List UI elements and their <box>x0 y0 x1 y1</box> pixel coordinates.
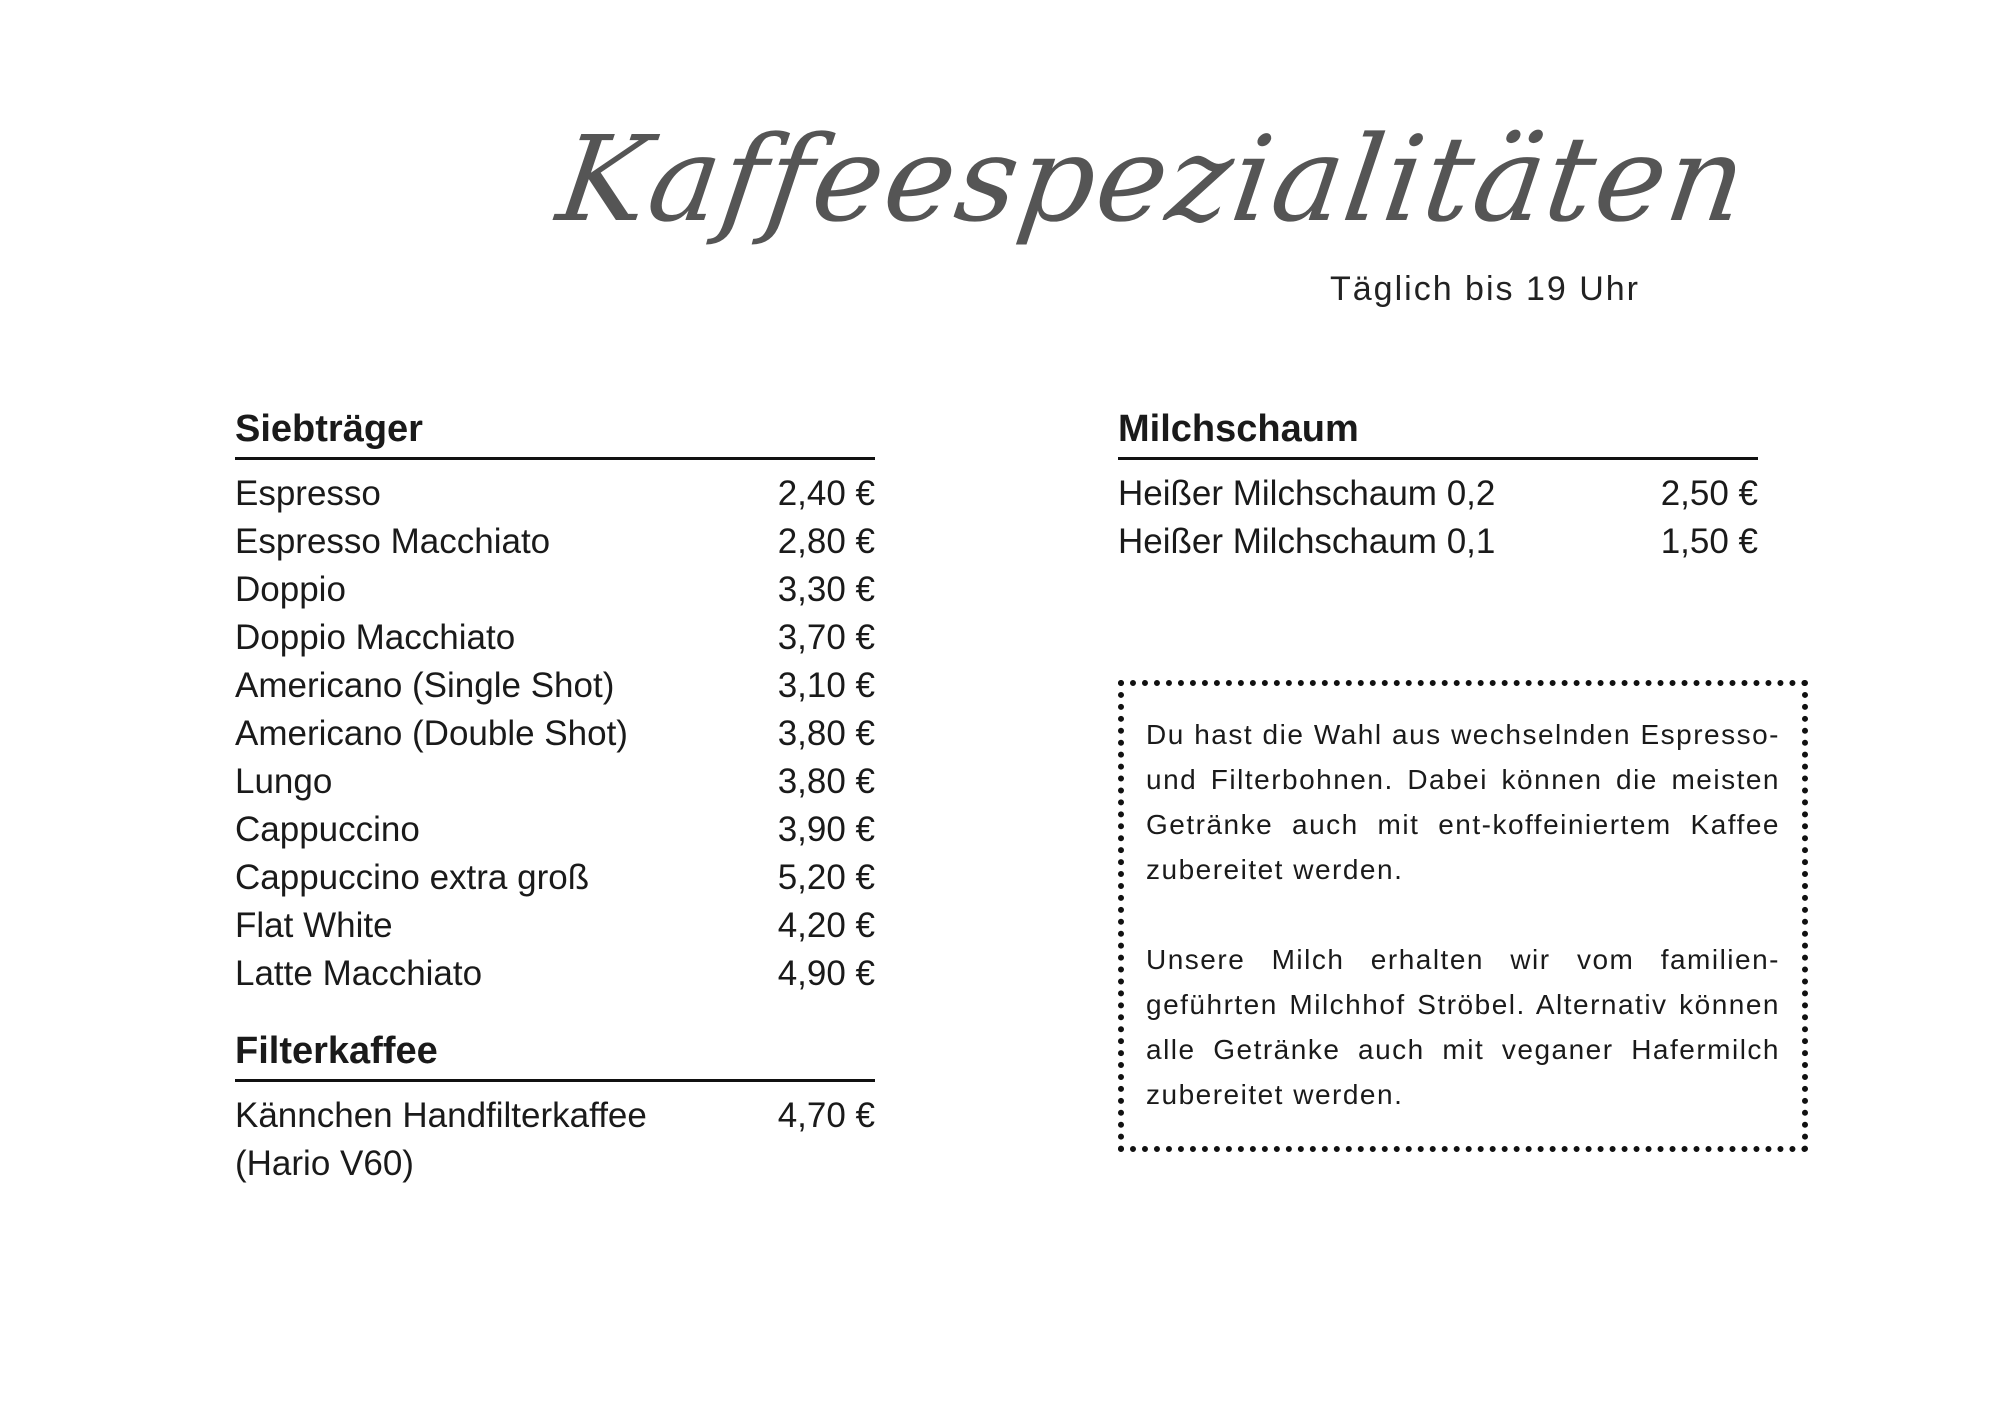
menu-item <box>235 854 875 902</box>
item-name: Latte Macchiato <box>235 954 483 993</box>
section-title: Filterkaffee <box>235 1030 875 1082</box>
item-price: 2,50 € <box>1660 474 1758 513</box>
menu-item <box>1118 518 1758 566</box>
item-price: 1,50 € <box>1660 522 1758 561</box>
menu-item <box>235 1092 875 1188</box>
item-price: 2,40 € <box>777 474 875 513</box>
section-title: Milchschaum <box>1118 408 1758 460</box>
item-name: Cappuccino extra groß <box>235 858 590 897</box>
opening-hours: Täglich bis 19 Uhr <box>1330 270 1641 308</box>
item-name-line1: Kännchen Handfilterkaffee <box>235 1096 647 1135</box>
menu-item <box>235 614 875 662</box>
info-paragraph-milk: Unsere Milch erhalten wir vom familien-geführten Milchhof Ströbel. Alternativ können alle Getränke auch mit veganer Hafermilch zubereitet werden. <box>1146 944 1780 1110</box>
item-name: Americano (Single Shot) <box>235 666 615 705</box>
menu-item <box>235 902 875 950</box>
item-name: Heißer Milchschaum 0,1 <box>1118 522 1496 561</box>
menu-item <box>235 662 875 710</box>
menu-item <box>235 470 875 518</box>
item-price: 3,10 € <box>777 666 875 705</box>
item-price: 4,20 € <box>777 906 875 945</box>
page-title: Kaffeespezialitäten <box>550 110 1756 248</box>
item-name: Espresso <box>235 474 381 513</box>
item-price: 2,80 € <box>777 522 875 561</box>
item-price: 3,90 € <box>777 810 875 849</box>
item-name <box>235 1092 778 1188</box>
item-name: Doppio Macchiato <box>235 618 516 657</box>
item-price: 4,70 € <box>777 1096 875 1135</box>
item-name: Doppio <box>235 570 346 609</box>
item-price: 3,70 € <box>777 618 875 657</box>
section-filterkaffee <box>235 1030 875 1188</box>
item-name: Espresso Macchiato <box>235 522 551 561</box>
menu-item <box>235 710 875 758</box>
item-name: Flat White <box>235 906 393 945</box>
item-price: 3,80 € <box>777 714 875 753</box>
item-name: Heißer Milchschaum 0,2 <box>1118 474 1496 513</box>
item-price: 4,90 € <box>777 954 875 993</box>
menu-item <box>235 806 875 854</box>
item-name: Americano (Double Shot) <box>235 714 628 753</box>
item-price: 3,30 € <box>777 570 875 609</box>
item-name: Cappuccino <box>235 810 420 849</box>
section-milchschaum <box>1118 408 1758 566</box>
info-paragraph-beans: Du hast die Wahl aus wechselnden Espresso- und Filterbohnen. Dabei können die meisten Getränke auch mit ent-koffeiniertem Kaffee zubereitet werden. <box>1146 719 1780 885</box>
menu-item <box>235 518 875 566</box>
menu-item <box>235 758 875 806</box>
item-name-line2: (Hario V60) <box>235 1144 414 1183</box>
item-name: Lungo <box>235 762 333 801</box>
section-title: Siebträger <box>235 408 875 460</box>
menu-item <box>235 950 875 998</box>
menu-item <box>235 566 875 614</box>
item-price: 5,20 € <box>777 858 875 897</box>
section-siebtraeger <box>235 408 875 998</box>
item-price: 3,80 € <box>777 762 875 801</box>
menu-item <box>1118 470 1758 518</box>
info-box <box>1118 680 1808 1152</box>
